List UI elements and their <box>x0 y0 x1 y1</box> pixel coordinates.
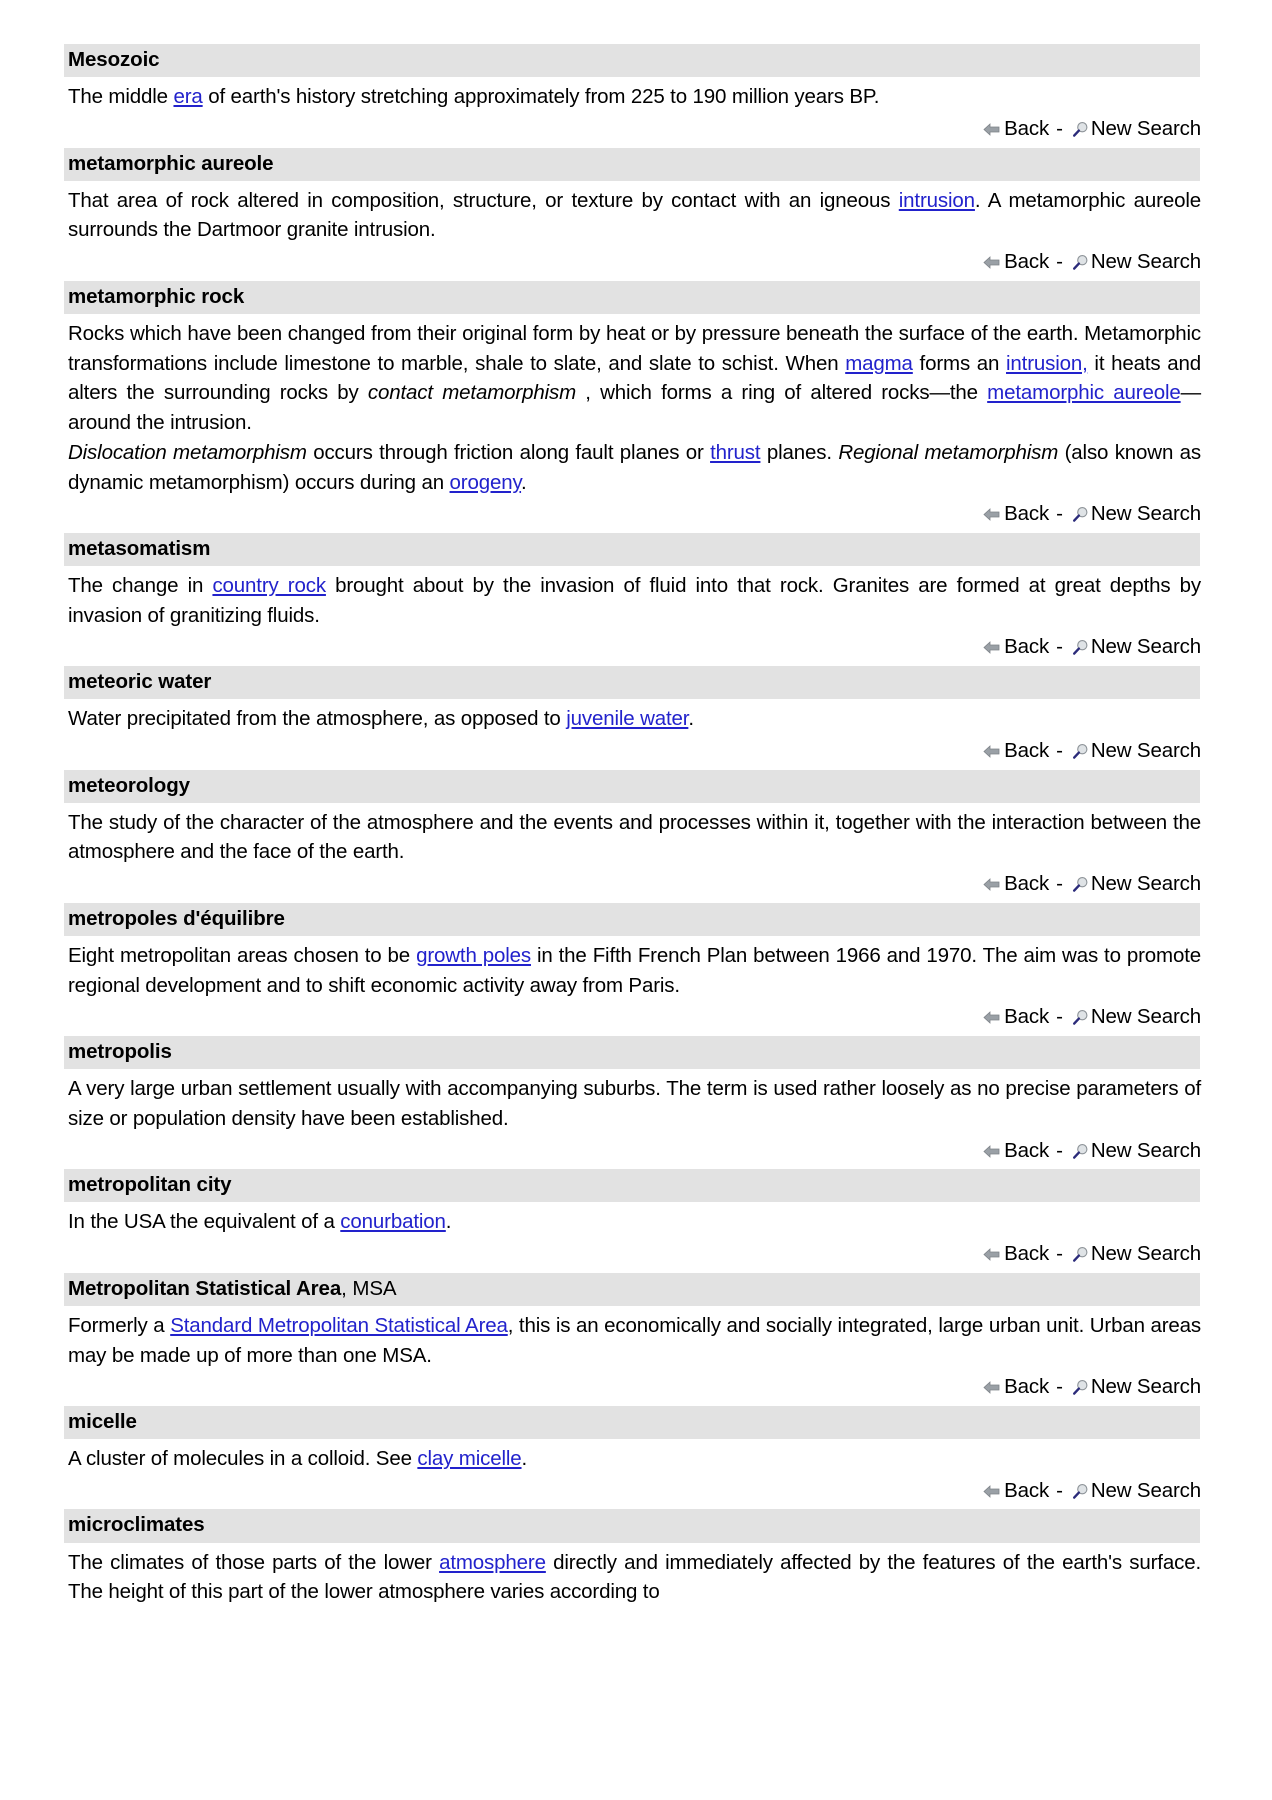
left-arrow-icon <box>983 1480 1000 1493</box>
nav-separator: - <box>1056 116 1063 140</box>
magnifier-icon <box>1072 1008 1089 1025</box>
glossary-link[interactable]: clay micelle <box>417 1447 522 1471</box>
magnifier-icon <box>1072 120 1089 137</box>
definition-text: , this is an economically and socially integrated, large urban unit. Urban areas may be made up of more than one MSA. <box>68 1313 1202 1367</box>
definition-paragraph <box>68 808 1201 867</box>
glossary-entry <box>68 148 1204 275</box>
definition-text: . <box>688 707 694 731</box>
entry-term-text: Metropolitan Statistical Area <box>68 1276 342 1300</box>
definition-text: That area of rock altered in composition, structure, or texture by contact with an igneous <box>68 188 899 212</box>
entry-term-text: Mesozoic <box>68 48 160 71</box>
back-link[interactable] <box>983 872 1049 895</box>
definition-text: A cluster of molecules in a colloid. See <box>68 1447 418 1471</box>
glossary-link[interactable]: country rock <box>212 574 326 597</box>
definition-text: The middle <box>68 85 174 109</box>
definition-text: A very large urban settlement usually with accompanying suburbs. The term is used rather loosely as no precise parameters of size or population density have been established. <box>68 1077 1201 1130</box>
entry-nav <box>68 1479 1201 1504</box>
left-arrow-icon <box>983 740 1000 753</box>
back-link[interactable] <box>983 635 1049 658</box>
back-label: Back <box>1004 250 1050 274</box>
new-search-link[interactable] <box>1072 635 1201 658</box>
glossary-entry <box>68 903 1204 1030</box>
entry-term-text: micelle <box>68 1409 137 1433</box>
definition-text: Rocks which have been changed from their original form by heat or by pressure beneath the surface of the earth. Metamorphic transformations include limestone to marble, shale to slate, and slate to schist. When <box>68 321 1201 375</box>
magnifier-icon <box>1072 638 1089 655</box>
definition-paragraph <box>68 1311 1201 1370</box>
entry-nav <box>68 1139 1201 1164</box>
definition-text: , which forms a ring of altered rocks—the <box>576 381 988 405</box>
definition-paragraph <box>68 571 1201 630</box>
entry-definition <box>68 571 1201 630</box>
definition-text: Water precipitated from the atmosphere, as opposed to <box>68 707 567 731</box>
entry-term-text: metropolitan city <box>68 1173 232 1197</box>
definition-paragraph <box>68 1548 1201 1607</box>
entry-term-text: metropoles d'équilibre <box>68 906 285 930</box>
entry-term-text: meteoric water <box>68 670 212 694</box>
nav-separator: - <box>1056 502 1063 526</box>
new-search-label: New Search <box>1090 116 1201 140</box>
definition-text: . <box>445 1210 452 1234</box>
entry-definition <box>68 319 1201 497</box>
left-arrow-icon <box>983 636 1000 649</box>
new-search-link[interactable] <box>1072 1005 1201 1028</box>
definition-text: The study of the character of the atmosphere and the events and processes within it, together with the interaction between the atmosphere and the face of the earth. <box>68 810 1201 864</box>
entry-term-text: metamorphic aureole <box>68 151 274 175</box>
magnifier-icon <box>1072 1378 1089 1395</box>
entry-term <box>64 1273 1200 1306</box>
entry-term-text: meteorology <box>68 773 190 797</box>
entry-definition <box>68 186 1201 245</box>
entry-term <box>64 1169 1200 1202</box>
magnifier-icon <box>1072 1482 1089 1499</box>
entry-term <box>64 44 1200 77</box>
definition-text: . <box>521 1447 528 1471</box>
entry-nav <box>68 1375 1201 1400</box>
definition-paragraph <box>68 1444 1201 1474</box>
glossary-link[interactable]: orogeny <box>449 470 522 494</box>
definition-paragraph <box>68 704 1201 734</box>
back-link[interactable] <box>983 1242 1049 1265</box>
definition-text: Formerly a <box>68 1313 171 1337</box>
entry-term <box>64 1509 1200 1542</box>
left-arrow-icon <box>983 1140 1000 1153</box>
glossary-entry <box>68 1273 1204 1400</box>
new-search-link[interactable] <box>1072 117 1201 140</box>
new-search-label: New Search <box>1090 1005 1201 1029</box>
entry-nav <box>68 117 1201 142</box>
definition-paragraph <box>68 941 1201 1000</box>
entry-term-suffix: , MSA <box>341 1276 397 1300</box>
definition-text: In the USA the equivalent of a <box>68 1210 341 1234</box>
magnifier-icon <box>1072 1245 1089 1262</box>
nav-separator: - <box>1056 250 1063 274</box>
entry-term-text: metasomatism <box>68 536 211 560</box>
entry-definition <box>68 941 1201 1000</box>
new-search-label: New Search <box>1090 738 1201 762</box>
glossary-link[interactable]: metamorphic aureole <box>987 381 1181 405</box>
nav-separator: - <box>1056 1242 1063 1266</box>
definition-text: it heats and alters the surrounding rocks by <box>68 351 1201 405</box>
glossary-link[interactable]: conurbation <box>340 1210 446 1234</box>
italic-term: contact metamorphism <box>367 381 576 405</box>
back-link[interactable] <box>983 250 1049 273</box>
back-link[interactable] <box>983 1375 1049 1398</box>
entry-nav <box>68 502 1201 527</box>
definition-text: brought about by the invasion of fluid into that rock. Granites are formed at great depths by invasion of granitizing fluids. <box>68 574 1201 627</box>
back-link[interactable] <box>983 117 1049 140</box>
back-label: Back <box>1004 1478 1050 1502</box>
nav-separator: - <box>1056 1138 1063 1162</box>
definition-paragraph <box>68 186 1201 245</box>
magnifier-icon <box>1072 742 1089 759</box>
back-link[interactable] <box>983 739 1049 762</box>
back-label: Back <box>1004 738 1050 762</box>
entry-definition <box>68 1074 1201 1133</box>
back-link[interactable] <box>983 1479 1049 1502</box>
glossary-link[interactable]: intrusion <box>898 188 975 212</box>
left-arrow-icon <box>983 503 1000 516</box>
definition-text: . <box>521 470 527 494</box>
entry-term <box>64 666 1200 699</box>
glossary-entry <box>68 770 1204 897</box>
glossary-entry <box>68 1509 1204 1607</box>
entry-term <box>64 903 1200 936</box>
left-arrow-icon <box>983 251 1000 264</box>
entry-term <box>64 148 1200 181</box>
new-search-label: New Search <box>1090 250 1201 274</box>
glossary-link[interactable]: growth poles <box>416 943 531 967</box>
glossary-entry <box>68 533 1204 660</box>
glossary-entry <box>68 281 1204 527</box>
new-search-label: New Search <box>1090 1478 1201 1502</box>
entry-nav <box>68 250 1201 275</box>
new-search-link[interactable] <box>1072 1479 1201 1502</box>
magnifier-icon <box>1072 1142 1089 1159</box>
glossary-link[interactable]: Standard Metropolitan Statistical Area <box>170 1313 508 1337</box>
glossary-link[interactable]: magma <box>845 351 913 375</box>
entry-definition <box>68 82 1201 112</box>
left-arrow-icon <box>983 1243 1000 1256</box>
back-label: Back <box>1004 1242 1050 1266</box>
definition-text: The climates of those parts of the lower <box>68 1550 440 1574</box>
nav-separator: - <box>1056 738 1063 762</box>
entry-term <box>64 533 1200 566</box>
back-label: Back <box>1004 502 1050 526</box>
definition-text: Eight metropolitan areas chosen to be <box>68 943 417 967</box>
entry-definition <box>68 1207 1201 1237</box>
magnifier-icon <box>1072 875 1089 892</box>
glossary-entry-list <box>68 44 1204 1607</box>
glossary-link[interactable]: era <box>173 85 203 109</box>
new-search-label: New Search <box>1090 872 1201 896</box>
definition-text: . A metamorphic aureole surrounds the Dartmoor granite intrusion. <box>68 188 1201 242</box>
back-link[interactable] <box>983 502 1049 525</box>
definition-text: (also known as dynamic metamorphism) occurs during an <box>68 440 1201 494</box>
new-search-link[interactable] <box>1072 1375 1201 1398</box>
glossary-entry <box>68 1406 1204 1504</box>
entry-definition <box>68 1548 1201 1607</box>
nav-separator: - <box>1056 1375 1063 1399</box>
new-search-label: New Search <box>1090 502 1201 526</box>
entry-term <box>64 281 1200 314</box>
glossary-entry <box>68 44 1204 142</box>
italic-term: Dislocation metamorphism <box>68 440 307 464</box>
definition-text: of earth's history stretching approximately from 225 to 190 million years BP. <box>202 85 880 109</box>
definition-text: —around the intrusion. <box>68 381 1201 435</box>
nav-separator: - <box>1056 1478 1063 1502</box>
magnifier-icon <box>1072 253 1089 270</box>
definition-text: occurs through friction along fault planes or <box>306 440 711 464</box>
magnifier-icon <box>1072 505 1089 522</box>
back-label: Back <box>1004 116 1050 140</box>
new-search-link[interactable] <box>1072 739 1201 762</box>
new-search-link[interactable] <box>1072 1242 1201 1265</box>
entry-nav <box>68 739 1201 764</box>
definition-text: planes. <box>760 440 839 464</box>
back-label: Back <box>1004 1375 1050 1399</box>
entry-nav <box>68 1242 1201 1267</box>
entry-term-text: metropolis <box>68 1039 172 1063</box>
entry-nav <box>68 1005 1201 1030</box>
new-search-label: New Search <box>1090 1242 1201 1266</box>
new-search-link[interactable] <box>1072 250 1201 273</box>
entry-term-text: metamorphic rock <box>68 284 245 308</box>
left-arrow-icon <box>983 1376 1000 1389</box>
back-link[interactable] <box>983 1139 1049 1162</box>
glossary-entry <box>68 666 1204 764</box>
glossary-link[interactable]: juvenile water <box>566 707 689 731</box>
definition-paragraph <box>68 319 1201 438</box>
nav-separator: - <box>1056 635 1063 659</box>
back-label: Back <box>1004 872 1050 896</box>
new-search-link[interactable] <box>1072 872 1201 895</box>
definition-text: forms an <box>912 351 1007 375</box>
definition-text: directly and immediately affected by the features of the earth's surface. The height of this part of the lower atmosphere varies according to <box>68 1550 1201 1604</box>
new-search-label: New Search <box>1090 635 1201 659</box>
italic-term: Regional metamorphism <box>838 440 1059 464</box>
glossary-entry <box>68 1169 1204 1267</box>
definition-text: The change in <box>68 574 213 597</box>
left-arrow-icon <box>983 873 1000 886</box>
new-search-link[interactable] <box>1072 502 1201 525</box>
glossary-link[interactable]: thrust <box>710 440 761 464</box>
back-label: Back <box>1004 635 1050 659</box>
entry-definition <box>68 1444 1201 1474</box>
definition-paragraph <box>68 82 1201 112</box>
new-search-label: New Search <box>1090 1375 1201 1399</box>
nav-separator: - <box>1056 872 1063 896</box>
entry-nav <box>68 635 1201 660</box>
back-label: Back <box>1004 1005 1050 1029</box>
definition-text: in the Fifth French Plan between 1966 and 1970. The aim was to promote regional development and to shift economic activity away from Paris. <box>68 943 1202 997</box>
entry-term <box>64 770 1200 803</box>
entry-term <box>64 1036 1200 1069</box>
entry-definition <box>68 704 1201 734</box>
back-label: Back <box>1004 1138 1050 1162</box>
entry-nav <box>68 872 1201 897</box>
definition-paragraph <box>68 438 1201 497</box>
nav-separator: - <box>1056 1005 1063 1029</box>
entry-definition <box>68 808 1201 867</box>
back-link[interactable] <box>983 1005 1049 1028</box>
definition-paragraph <box>68 1074 1201 1133</box>
left-arrow-icon <box>983 1006 1000 1019</box>
entry-term-text: microclimates <box>68 1513 205 1537</box>
glossary-link[interactable]: intrusion, <box>1006 351 1088 375</box>
glossary-entry <box>68 1036 1204 1163</box>
entry-definition <box>68 1311 1201 1370</box>
entry-term <box>64 1406 1200 1439</box>
glossary-link[interactable]: atmosphere <box>439 1550 546 1574</box>
definition-paragraph <box>68 1207 1201 1237</box>
new-search-link[interactable] <box>1072 1139 1201 1162</box>
left-arrow-icon <box>983 118 1000 131</box>
new-search-label: New Search <box>1090 1138 1201 1162</box>
